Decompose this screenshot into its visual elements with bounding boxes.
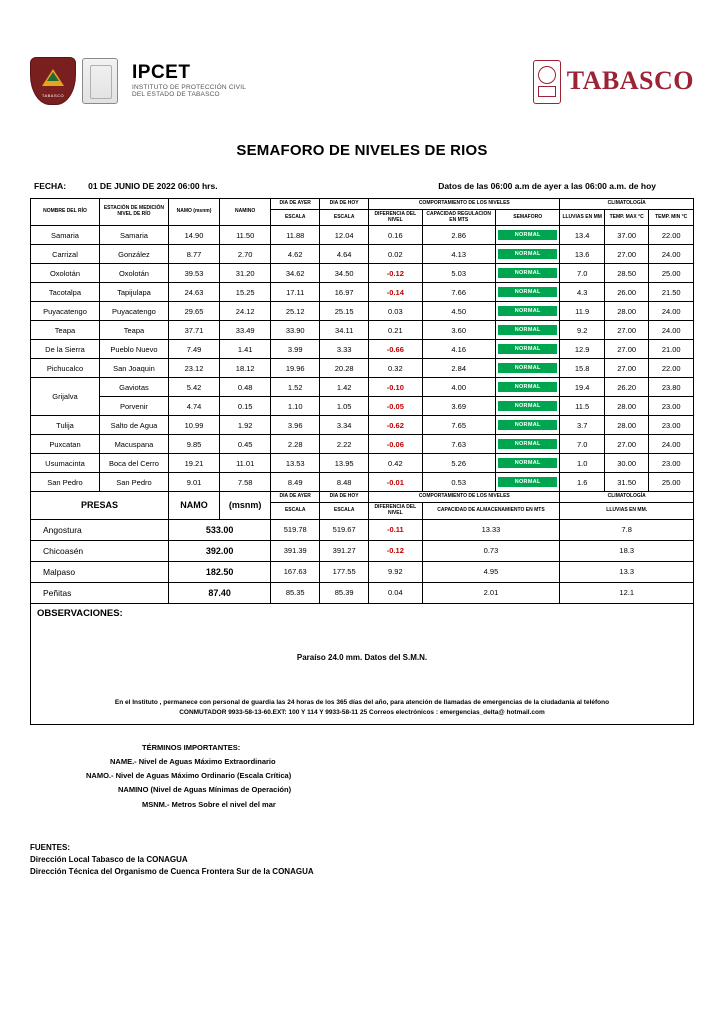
escala-ayer-cell: 8.49 [271,473,320,492]
col-escala-ayer: ESCALA [271,209,320,226]
diferencia-cell: -0.14 [369,283,422,302]
temp-max-cell: 31.50 [604,473,648,492]
temp-max-cell: 26.00 [604,283,648,302]
dam-lluvias-cell: 12.1 [560,582,694,603]
dam-capacidad-cell: 13.33 [422,519,560,540]
terms-title: TÉRMINOS IMPORTANTES: [142,742,241,752]
temp-max-cell: 27.00 [604,435,648,454]
temp-max-cell: 28.50 [604,264,648,283]
status-badge: NORMAL [495,283,560,302]
col-namo: NAMO (msnm) [168,199,219,226]
dam-diferencia-cell: 0.04 [369,582,422,603]
dams-group-climatologia: CLIMATOLOGÍA [560,492,694,503]
namino-cell: 11.01 [220,454,271,473]
col-temp-max: TEMP. MAX °C [604,209,648,226]
ipcet-subtitle-2: DEL ESTADO DE TABASCO [132,90,220,98]
temp-min-cell: 23.00 [649,397,694,416]
dam-diferencia-cell: 9.92 [369,561,422,582]
escala-hoy-cell: 34.50 [320,264,369,283]
table-row [31,264,694,283]
station-cell: Macuspana [99,435,168,454]
capacidad-cell: 7.66 [422,283,495,302]
namo-cell: 14.90 [168,226,219,245]
escala-ayer-cell: 1.10 [271,397,320,416]
status-badge: NORMAL [495,397,560,416]
namo-cell: 24.63 [168,283,219,302]
date-value: 01 DE JUNIO DE 2022 06:00 hrs. [88,181,218,191]
temp-min-cell: 24.00 [649,435,694,454]
tabasco-logo-group [533,60,694,102]
table-row [31,302,694,321]
dam-escala-ayer-cell: 167.63 [271,561,320,582]
dams-table [30,491,694,603]
lluvias-cell: 13.4 [560,226,604,245]
river-name-cell: Carrizal [31,245,100,264]
status-badge: NORMAL [495,359,560,378]
civil-protection-shield-icon [30,57,76,105]
namino-cell: 0.45 [220,435,271,454]
ipcet-logo-group [30,57,246,105]
dams-col-escala-hoy: ESCALA [320,503,369,520]
lluvias-cell: 19.4 [560,378,604,397]
dams-col-msnm: (msnm) [220,492,271,519]
capacidad-cell: 4.50 [422,302,495,321]
namino-cell: 0.48 [220,378,271,397]
document-header [30,0,694,116]
escala-ayer-cell: 13.53 [271,454,320,473]
escala-hoy-cell: 16.97 [320,283,369,302]
capacidad-cell: 3.60 [422,321,495,340]
lluvias-cell: 12.9 [560,340,604,359]
dams-col-capacidad: CAPACIDAD DE ALMACENAMIENTO EN MTS [422,503,560,520]
observations-box [30,604,694,725]
lluvias-cell: 11.9 [560,302,604,321]
capacidad-cell: 4.00 [422,378,495,397]
river-name-cell: Samaria [31,226,100,245]
river-name-cell: Teapa [31,321,100,340]
namino-cell: 31.20 [220,264,271,283]
diferencia-cell: 0.21 [369,321,422,340]
escala-hoy-cell: 12.04 [320,226,369,245]
river-name-cell: Puxcatan [31,435,100,454]
diferencia-cell: 0.02 [369,245,422,264]
observations-footer [31,698,693,718]
terms-section [30,741,694,812]
escala-hoy-cell: 25.15 [320,302,369,321]
diferencia-cell: -0.06 [369,435,422,454]
table-row [31,340,694,359]
escala-ayer-cell: 19.96 [271,359,320,378]
namino-cell: 18.12 [220,359,271,378]
lluvias-cell: 13.6 [560,245,604,264]
capacidad-cell: 2.86 [422,226,495,245]
term-msnm: MSNM.- Metros Sobre el nivel del mar [142,799,276,809]
temp-min-cell: 24.00 [649,245,694,264]
col-diferencia: DIFERENCIA DEL NIVEL [369,209,422,226]
lluvias-cell: 7.0 [560,264,604,283]
river-name-cell: Tacotalpa [31,283,100,302]
river-name-cell: Tulija [31,416,100,435]
namo-cell: 7.49 [168,340,219,359]
observations-body: Paraíso 24.0 mm. Datos del S.M.N. [296,652,428,662]
namino-cell: 24.12 [220,302,271,321]
temp-max-cell: 26.20 [604,378,648,397]
lluvias-cell: 1.0 [560,454,604,473]
col-capacidad: CAPACIDAD REGULACION EN MTS [422,209,495,226]
temp-min-cell: 21.00 [649,340,694,359]
table-row [31,378,694,397]
diferencia-cell: -0.66 [369,340,422,359]
escala-hoy-cell: 13.95 [320,454,369,473]
temp-max-cell: 27.00 [604,359,648,378]
dam-name-cell: Chicoasén [31,540,169,561]
diferencia-cell: -0.10 [369,378,422,397]
namino-cell: 1.92 [220,416,271,435]
group-dia-hoy: DIA DE HOY [320,199,369,210]
namino-cell: 11.50 [220,226,271,245]
temp-min-cell: 23.00 [649,416,694,435]
table-row [31,561,694,582]
table-row [31,245,694,264]
rivers-table [30,198,694,492]
namo-cell: 5.42 [168,378,219,397]
escala-ayer-cell: 33.90 [271,321,320,340]
diferencia-cell: 0.32 [369,359,422,378]
escala-hoy-cell: 3.33 [320,340,369,359]
status-badge: NORMAL [495,473,560,492]
namo-cell: 37.71 [168,321,219,340]
page-title: SEMAFORO DE NIVELES DE RIOS [236,142,488,159]
status-badge: NORMAL [495,245,560,264]
station-cell: San Joaquin [99,359,168,378]
dam-capacidad-cell: 2.01 [422,582,560,603]
dams-col-lluvias: LLUVIAS EN MM. [560,503,694,520]
table-row [31,540,694,561]
observations-label: OBSERVACIONES: [37,607,123,619]
station-cell: Boca del Cerro [99,454,168,473]
dam-escala-hoy-cell: 391.27 [320,540,369,561]
namo-cell: 29.65 [168,302,219,321]
table-row [31,416,694,435]
status-badge: NORMAL [495,340,560,359]
escala-ayer-cell: 1.52 [271,378,320,397]
dam-name-cell: Angostura [31,519,169,540]
temp-min-cell: 24.00 [649,321,694,340]
diferencia-cell: 0.16 [369,226,422,245]
escala-ayer-cell: 25.12 [271,302,320,321]
temp-min-cell: 21.50 [649,283,694,302]
dam-lluvias-cell: 18.3 [560,540,694,561]
table-row [31,519,694,540]
status-badge: NORMAL [495,378,560,397]
sources-title: FUENTES: [30,842,70,852]
dams-title: PRESAS [31,492,169,519]
escala-ayer-cell: 2.28 [271,435,320,454]
dam-name-cell: Malpaso [31,561,169,582]
namino-cell: 1.41 [220,340,271,359]
col-semaforo: SEMAFORO [495,209,560,226]
dam-capacidad-cell: 4.95 [422,561,560,582]
river-name-cell: San Pedro [31,473,100,492]
sources-line-2: Dirección Técnica del Organismo de Cuenca Frontera Sur de la CONAGUA [30,866,314,876]
escala-hoy-cell: 1.05 [320,397,369,416]
capacidad-cell: 4.13 [422,245,495,264]
temp-min-cell: 22.00 [649,359,694,378]
status-badge: NORMAL [495,321,560,340]
col-river-name: NOMBRE DEL RÍO [31,199,100,226]
date-row [30,181,694,191]
station-cell: San Pedro [99,473,168,492]
status-badge: NORMAL [495,302,560,321]
lluvias-cell: 9.2 [560,321,604,340]
escala-ayer-cell: 4.62 [271,245,320,264]
escala-hoy-cell: 3.34 [320,416,369,435]
table-row [31,359,694,378]
lluvias-cell: 1.6 [560,473,604,492]
river-name-cell: De la Sierra [31,340,100,359]
capacidad-cell: 2.84 [422,359,495,378]
temp-max-cell: 27.00 [604,321,648,340]
river-name-cell: Oxolotán [31,264,100,283]
temp-min-cell: 23.00 [649,454,694,473]
footer-line-2: CONMUTADOR 9933-58-13-60.EXT: 100 Y 114 Y 9933-58-11 25 Correos electrónicos : emergencias_delta@ hotmail.com [179,708,545,716]
dams-group-dia-ayer: DIA DE AYER [271,492,320,503]
term-name: NAME.- Nivel de Aguas Máximo Extraordinario [110,756,276,766]
dam-diferencia-cell: -0.11 [369,519,422,540]
namino-cell: 33.49 [220,321,271,340]
temp-min-cell: 22.00 [649,226,694,245]
col-escala-hoy: ESCALA [320,209,369,226]
col-station: ESTACIÓN DE MEDICIÓN NIVEL DE RÍO [99,199,168,226]
ipcet-wordmark [132,63,246,99]
capacidad-cell: 5.03 [422,264,495,283]
station-cell: Puyacatengo [99,302,168,321]
group-dia-ayer: DIA DE AYER [271,199,320,210]
escala-ayer-cell: 11.88 [271,226,320,245]
temp-max-cell: 28.00 [604,302,648,321]
station-cell: Teapa [99,321,168,340]
dam-lluvias-cell: 13.3 [560,561,694,582]
dam-namo-cell: 533.00 [168,519,270,540]
station-cell: Samaria [99,226,168,245]
col-namino: NAMINO [220,199,271,226]
table-row [31,226,694,245]
river-name-cell: Pichucalco [31,359,100,378]
capacidad-cell: 7.65 [422,416,495,435]
river-name-cell: Grijalva [31,378,100,416]
col-lluvias: LLUVIAS EN MM [560,209,604,226]
temp-max-cell: 27.00 [604,340,648,359]
namo-cell: 19.21 [168,454,219,473]
dam-namo-cell: 87.40 [168,582,270,603]
status-badge: NORMAL [495,416,560,435]
capacidad-cell: 0.53 [422,473,495,492]
temp-max-cell: 27.00 [604,245,648,264]
station-cell: Gaviotas [99,378,168,397]
escala-hoy-cell: 2.22 [320,435,369,454]
capacidad-cell: 3.69 [422,397,495,416]
shield-label: TABASCO [41,92,65,98]
dams-col-namo: NAMO [168,492,219,519]
table-row [31,435,694,454]
status-badge: NORMAL [495,435,560,454]
capacidad-cell: 4.16 [422,340,495,359]
namo-cell: 10.99 [168,416,219,435]
temp-min-cell: 25.00 [649,264,694,283]
term-namo: NAMO.- Nivel de Aguas Máximo Ordinario (Escala Crítica) [86,771,292,780]
dam-escala-hoy-cell: 85.39 [320,582,369,603]
namino-cell: 0.15 [220,397,271,416]
river-name-cell: Usumacinta [31,454,100,473]
namo-cell: 39.53 [168,264,219,283]
table-row [31,454,694,473]
station-cell: Porvenir [99,397,168,416]
dam-diferencia-cell: -0.12 [369,540,422,561]
dam-escala-hoy-cell: 177.55 [320,561,369,582]
table-row [31,283,694,302]
escala-ayer-cell: 3.99 [271,340,320,359]
temp-min-cell: 25.00 [649,473,694,492]
temp-max-cell: 30.00 [604,454,648,473]
station-cell: Pueblo Nuevo [99,340,168,359]
lluvias-cell: 15.8 [560,359,604,378]
dams-group-dia-hoy: DIA DE HOY [320,492,369,503]
date-label: FECHA: [34,181,67,191]
namo-cell: 9.85 [168,435,219,454]
dam-name-cell: Peñitas [31,582,169,603]
namo-cell: 9.01 [168,473,219,492]
station-cell: Salto de Agua [99,416,168,435]
sources-line-1: Dirección Local Tabasco de la CONAGUA [30,854,188,864]
lluvias-cell: 3.7 [560,416,604,435]
sources-section [30,842,694,878]
group-climatologia: CLIMATOLOGÍA [560,199,694,210]
dam-escala-hoy-cell: 519.67 [320,519,369,540]
dam-namo-cell: 182.50 [168,561,270,582]
term-namino: NAMINO (Nivel de Aguas Mínimas de Operación) [118,785,292,795]
dam-escala-ayer-cell: 519.78 [271,519,320,540]
dam-namo-cell: 392.00 [168,540,270,561]
dam-escala-ayer-cell: 85.35 [271,582,320,603]
table-row [31,321,694,340]
station-cell: Oxolotán [99,264,168,283]
dam-capacidad-cell: 0.73 [422,540,560,561]
capacidad-cell: 7.63 [422,435,495,454]
station-cell: Tapijulapa [99,283,168,302]
diferencia-cell: -0.01 [369,473,422,492]
escala-hoy-cell: 34.11 [320,321,369,340]
dams-group-header-row [31,492,694,503]
footer-line-1: En el Instituto , permanece con personal de guardia las 24 horas de los 365 días del año, para atención de llamadas de emergencias de la ciudadanía al teléfono [114,699,610,706]
status-badge: NORMAL [495,454,560,473]
temp-min-cell: 23.80 [649,378,694,397]
diferencia-cell: 0.42 [369,454,422,473]
table-row [31,582,694,603]
escala-hoy-cell: 1.42 [320,378,369,397]
diferencia-cell: 0.03 [369,302,422,321]
dam-escala-ayer-cell: 391.39 [271,540,320,561]
temp-min-cell: 24.00 [649,302,694,321]
escala-ayer-cell: 3.96 [271,416,320,435]
ipcet-title: IPCET [132,62,191,84]
namo-cell: 23.12 [168,359,219,378]
diferencia-cell: -0.05 [369,397,422,416]
ipcet-subtitle-1: INSTITUTO DE PROTECCIÓN CIVIL [132,84,247,92]
namo-cell: 8.77 [168,245,219,264]
col-temp-min: TEMP. MIN °C [649,209,694,226]
lluvias-cell: 11.5 [560,397,604,416]
tabasco-emblem-icon [533,60,559,102]
escala-ayer-cell: 17.11 [271,283,320,302]
rivers-table-group-header-row [31,199,694,210]
escala-hoy-cell: 4.64 [320,245,369,264]
namo-cell: 4.74 [168,397,219,416]
dams-col-escala-ayer: ESCALA [271,503,320,520]
tabasco-wordmark: TABASCO [566,66,694,95]
capacidad-cell: 5.26 [422,454,495,473]
diferencia-cell: -0.62 [369,416,422,435]
diferencia-cell: -0.12 [369,264,422,283]
group-comportamiento: COMPORTAMIENTO DE LOS NIVELES [369,199,560,210]
escala-hoy-cell: 20.28 [320,359,369,378]
escala-hoy-cell: 8.48 [320,473,369,492]
dam-lluvias-cell: 7.8 [560,519,694,540]
dams-group-comportamiento: COMPORTAMIENTO DE LOS NIVELES [369,492,560,503]
escala-ayer-cell: 34.62 [271,264,320,283]
namino-cell: 2.70 [220,245,271,264]
namino-cell: 7.58 [220,473,271,492]
data-range-note: Datos de las 06:00 a.m de ayer a las 06:00 a.m. de hoy [438,181,656,191]
namino-cell: 15.25 [220,283,271,302]
lluvias-cell: 7.0 [560,435,604,454]
temp-max-cell: 37.00 [604,226,648,245]
temp-max-cell: 28.00 [604,416,648,435]
government-seal-icon [82,58,118,104]
lluvias-cell: 4.3 [560,283,604,302]
table-row [31,397,694,416]
status-badge: NORMAL [495,264,560,283]
table-row [31,473,694,492]
status-badge: NORMAL [495,226,560,245]
station-cell: González [99,245,168,264]
dams-col-diferencia: DIFERENCIA DEL NIVEL [369,503,422,520]
temp-max-cell: 28.00 [604,397,648,416]
river-name-cell: Puyacatengo [31,302,100,321]
